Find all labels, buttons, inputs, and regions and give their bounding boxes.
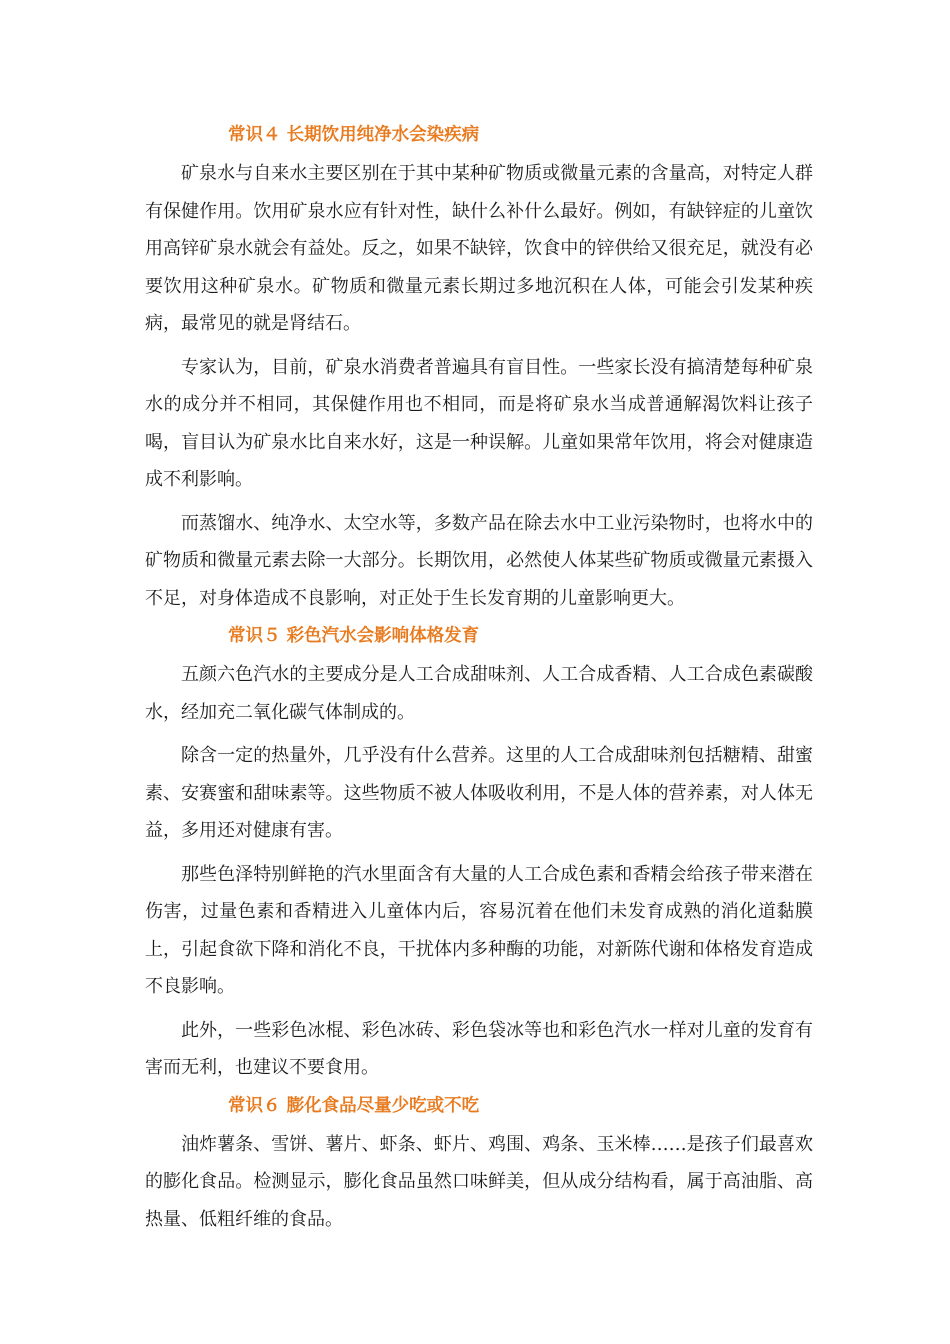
section-heading-6: 常识６ 膨化食品尽量少吃或不吃 <box>228 1095 480 1116</box>
paragraph: 五颜六色汽水的主要成分是人工合成甜味剂、人工合成香精、人工合成色素碳酸水，经加充二氧化碳气体制成的。 <box>145 664 813 723</box>
section-heading-5: 常识５ 彩色汽水会影响体格发育 <box>228 626 480 646</box>
paragraph: 而蒸馏水、纯净水、太空水等，多数产品在除去水中工业污染物时，也将水中的矿物质和微量元素去除一大部分。长期饮用，必然使人体某些矿物质或微量元素摄入不足，对身体造成不良影响，对正处于生长发育期的儿童影响更大。 <box>145 512 813 609</box>
paragraph: 矿泉水与自来水主要区别在于其中某种矿物质或微量元素的含量高，对特定人群有保健作用。饮用矿泉水应有针对性，缺什么补什么最好。例如，有缺锌症的儿童饮用高锌矿泉水就会有益处。反之，如果不缺锌，饮食中的锌供给又很充足，就没有必要饮用这种矿泉水。矿物质和微量元素长期过多地沉积在人体，可能会引发某种疾病，最常见的就是肾结石。 <box>145 163 813 334</box>
paragraph: 那些色泽特别鲜艳的汽水里面含有大量的人工合成色素和香精会给孩子带来潜在伤害，过量色素和香精进入儿童体内后，容易沉着在他们未发育成熟的消化道黏膜上，引起食欲下降和消化不良，干扰体内多种酶的功能，对新陈代谢和体格发育造成不良影响。 <box>145 863 813 997</box>
paragraph: 除含一定的热量外，几乎没有什么营养。这里的人工合成甜味剂包括糖精、甜蜜素、安赛蜜和甜味素等。这些物质不被人体吸收利用，不是人体的营养素，对人体无益，多用还对健康有害。 <box>145 745 813 841</box>
paragraph: 油炸薯条、雪饼、薯片、虾条、虾片、鸡围、鸡条、玉米棒……是孩子们最喜欢的膨化食品。检测显示，膨化食品虽然口味鲜美，但从成分结构看，属于高油脂、高热量、低粗纤维的食品。 <box>145 1133 813 1230</box>
paragraph: 专家认为，目前，矿泉水消费者普遍具有盲目性。一些家长没有搞清楚每种矿泉水的成分并不相同，其保健作用也不相同，而是将矿泉水当成普通解渴饮料让孩子喝，盲目认为矿泉水比自来水好，这是一种误解。儿童如果常年饮用，将会对健康造成不利影响。 <box>145 356 813 490</box>
document-body <box>145 116 813 1238</box>
paragraph: 此外，一些彩色冰棍、彩色冰砖、彩色袋冰等也和彩色汽水一样对儿童的发育有害而无利，也建议不要食用。 <box>145 1019 813 1078</box>
section-heading-4: 常识４ 长期饮用纯净水会染疾病 <box>228 125 480 145</box>
